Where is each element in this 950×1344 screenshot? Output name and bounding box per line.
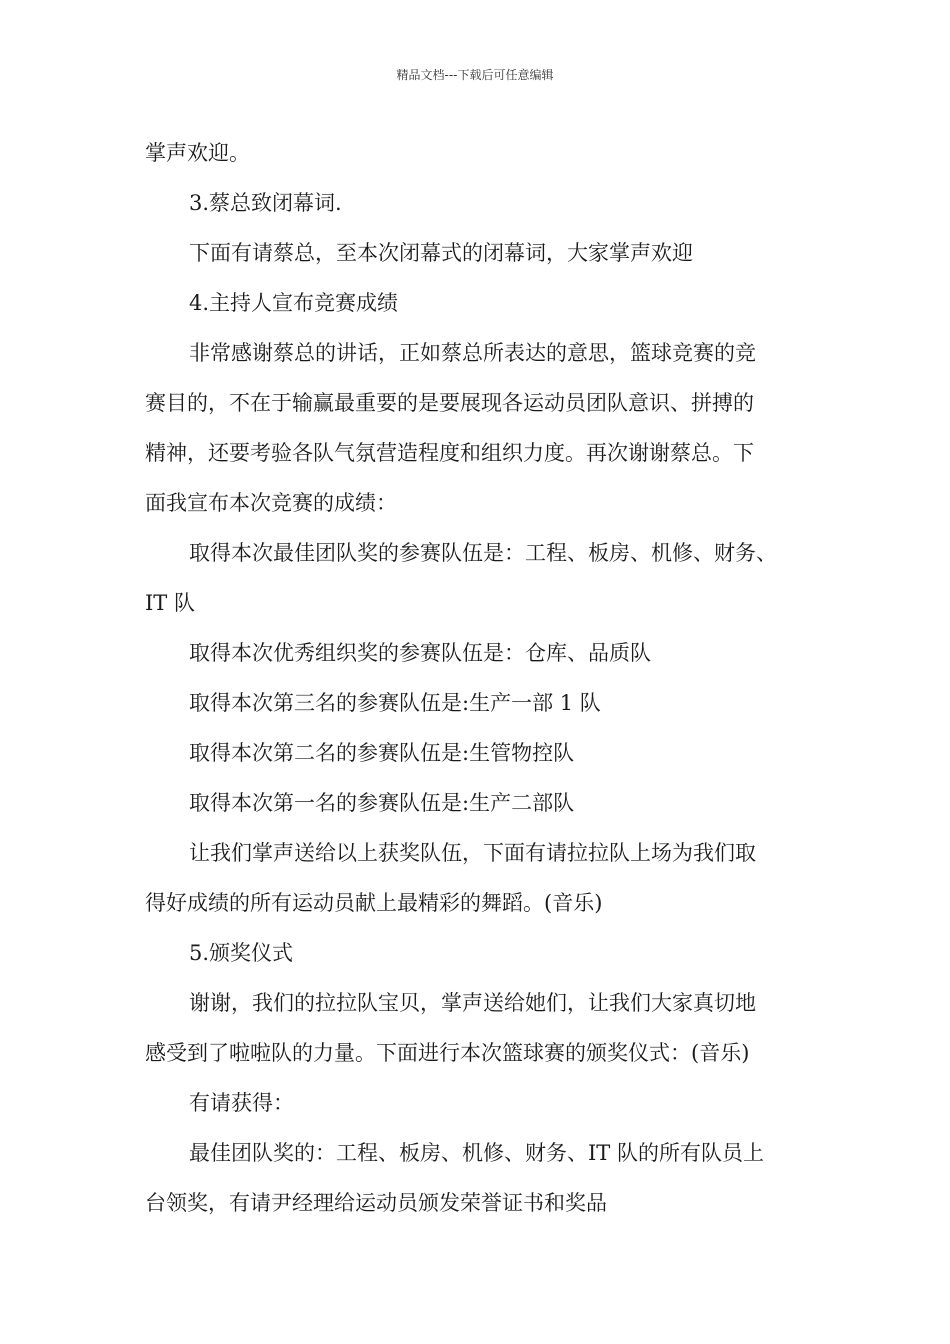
text-line: 面我宣布本次竞赛的成绩： [145, 491, 397, 515]
document-body [145, 128, 825, 1228]
text-line: 最佳团队奖的：工程、板房、机修、财务、IT 队的所有队员上 [189, 1141, 764, 1165]
text-line: 赛目的，不在于输赢最重要的是要展现各运动员团队意识、拼搏的 [145, 391, 754, 415]
text-line: 取得本次优秀组织奖的参赛队伍是：仓库、品质队 [189, 641, 651, 665]
text-line: 掌声欢迎。 [145, 141, 250, 165]
text-line: 取得本次最佳团队奖的参赛队伍是：工程、板房、机修、财务、 [189, 541, 777, 565]
text-line: 得好成绩的所有运动员献上最精彩的舞蹈。(音乐) [145, 891, 603, 915]
text-line: 谢谢，我们的拉拉队宝贝，掌声送给她们，让我们大家真切地 [189, 991, 756, 1015]
page-header: 精品文档---下载后可任意编辑 [396, 68, 554, 82]
text-line: IT 队 [145, 591, 195, 615]
text-line: 有请获得： [189, 1091, 294, 1115]
text-line: 精神，还要考验各队气氛营造程度和组织力度。再次谢谢蔡总。下 [145, 441, 754, 465]
text-line: 取得本次第一名的参赛队伍是:生产二部队 [189, 791, 575, 815]
text-line: 让我们掌声送给以上获奖队伍，下面有请拉拉队上场为我们取 [189, 841, 756, 865]
text-line: 感受到了啦啦队的力量。下面进行本次篮球赛的颁奖仪式：(音乐) [145, 1041, 750, 1065]
text-line: 5.颁奖仪式 [189, 941, 294, 965]
text-line: 3.蔡总致闭幕词. [189, 191, 342, 215]
text-line: 台领奖，有请尹经理给运动员颁发荣誉证书和奖品 [145, 1191, 607, 1215]
text-line: 取得本次第二名的参赛队伍是:生管物控队 [189, 741, 575, 765]
text-line: 取得本次第三名的参赛队伍是:生产一部 1 队 [189, 691, 601, 715]
text-line: 下面有请蔡总，至本次闭幕式的闭幕词，大家掌声欢迎 [189, 241, 693, 265]
text-line: 4.主持人宣布竞赛成绩 [189, 291, 399, 315]
text-line: 非常感谢蔡总的讲话，正如蔡总所表达的意思，篮球竞赛的竞 [189, 341, 756, 365]
